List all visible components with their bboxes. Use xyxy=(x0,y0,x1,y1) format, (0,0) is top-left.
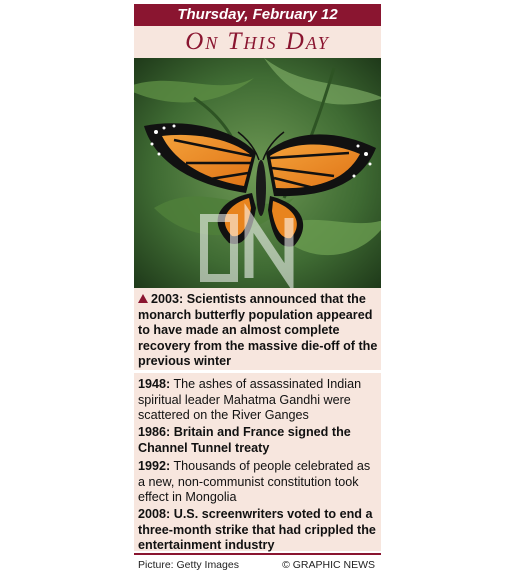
page-title xyxy=(134,26,381,58)
lead-event xyxy=(134,288,381,370)
event-text: U.S. screenwriters voted to end a three-month strike that had crippled the entertainment industry xyxy=(138,507,376,552)
butterfly-illustration xyxy=(134,58,381,288)
on-this-day-card xyxy=(134,4,381,574)
event-year: 1986: xyxy=(138,425,171,439)
event-year: 2008: xyxy=(138,507,171,521)
credits-bar xyxy=(134,553,381,576)
picture-credit: Picture: Getty Images xyxy=(138,559,239,571)
event-text: Thousands of people celebrated as a new, non-communist constitution took effect in Mongolia xyxy=(138,459,371,504)
triangle-icon xyxy=(138,294,148,303)
event-item xyxy=(138,377,378,424)
event-year: 1992: xyxy=(138,459,171,473)
date-bar: Thursday, February 12 xyxy=(134,4,381,26)
monarch-butterfly-photo xyxy=(134,58,381,288)
event-item xyxy=(138,507,378,554)
event-text: The ashes of assassinated Indian spiritual leader Mahatma Gandhi were scattered on the River Ganges xyxy=(138,377,362,422)
event-year: 1948: xyxy=(138,377,171,391)
events-list xyxy=(134,373,381,551)
event-item xyxy=(138,459,378,506)
event-text: Britain and France signed the Channel Tunnel treaty xyxy=(138,425,351,455)
title-text: On This Day xyxy=(185,28,330,55)
copyright-credit: © GRAPHIC NEWS xyxy=(282,559,375,571)
lead-text: 2003: Scientists announced that the monarch butterfly population appeared to have made an almost complete recovery from the massive die-off of the previous winter xyxy=(138,292,378,368)
event-item xyxy=(138,425,378,456)
